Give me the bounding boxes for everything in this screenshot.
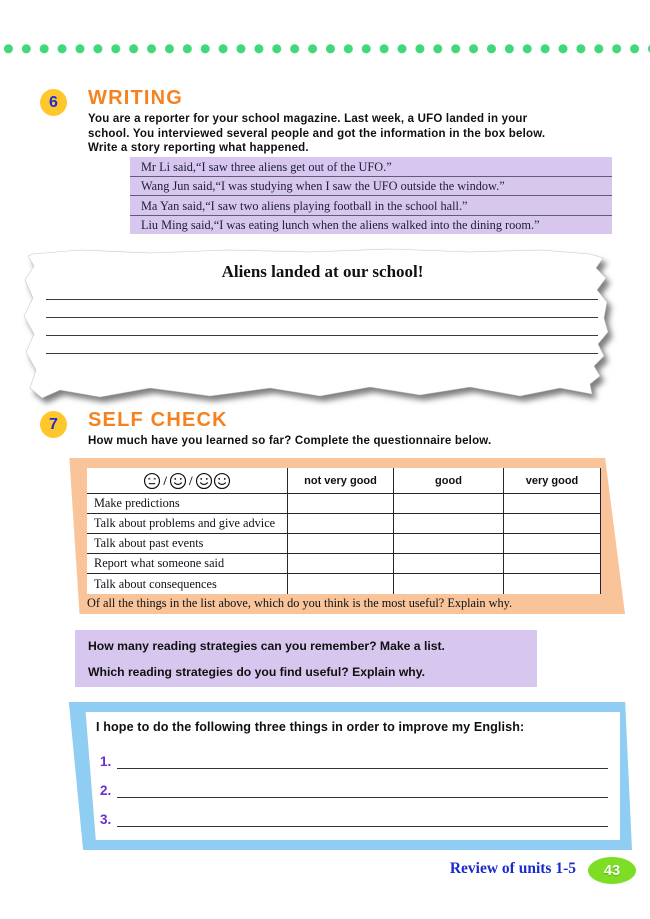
smiley-face-icon <box>213 472 231 490</box>
rating-column-header: very good <box>503 468 601 494</box>
skill-label: Make predictions <box>87 494 287 514</box>
dotted-divider <box>0 44 650 54</box>
fill-in-blank[interactable] <box>117 752 608 769</box>
strategies-question-2: Which reading strategies do you find useful? Explain why. <box>88 665 426 679</box>
improve-item-3 <box>100 810 608 827</box>
section6-number: 6 <box>49 93 58 111</box>
section7-number: 7 <box>49 415 58 433</box>
rating-cell[interactable] <box>503 554 601 574</box>
skill-label: Report what someone said <box>87 554 287 574</box>
writing-blank-line[interactable] <box>46 335 598 336</box>
writing-blank-line[interactable] <box>46 353 598 354</box>
rating-cell[interactable] <box>287 534 393 554</box>
smiley-header-cell <box>87 468 287 494</box>
rating-cell[interactable] <box>393 534 503 554</box>
smiley-face-icon <box>195 472 213 490</box>
page-number-badge <box>588 857 636 884</box>
questionnaire-caption: Of all the things in the list above, which do you think is the most useful? Explain why. <box>87 596 513 610</box>
fill-in-blank[interactable] <box>117 810 608 827</box>
quote-line: Liu Ming said,“I was eating lunch when the aliens walked into the dining room.” <box>141 218 540 232</box>
rating-cell[interactable] <box>287 554 393 574</box>
rating-cell[interactable] <box>503 574 601 594</box>
rating-cell[interactable] <box>503 514 601 534</box>
writing-instructions <box>88 112 628 156</box>
smiley-separator: / <box>163 472 167 488</box>
skill-label: Talk about problems and give advice <box>87 514 287 534</box>
strategies-question-1: How many reading strategies can you remember? Make a list. <box>88 639 445 653</box>
neutral-face-icon <box>143 472 161 490</box>
rating-cell[interactable] <box>287 494 393 514</box>
paper-title: Aliens landed at our school! <box>221 262 424 281</box>
quote-line: Ma Yan said,“I saw two aliens playing football in the school hall.” <box>130 196 612 216</box>
smiley-separator: / <box>189 472 193 488</box>
writing-instructions-line1: You are a reporter for your school magazine. Last week, a UFO landed in your <box>88 113 528 125</box>
writing-title: WRITING <box>88 87 184 109</box>
rating-column-header: good <box>393 468 503 494</box>
footer-review-label: Review of units 1-5 <box>449 860 576 877</box>
quote-line: Mr Li said,“I saw three aliens get out of the UFO.” <box>130 157 612 177</box>
rating-cell[interactable] <box>503 534 601 554</box>
section7-badge <box>40 411 67 438</box>
rating-column-header: not very good <box>287 468 393 494</box>
smiley-face-icon <box>169 472 187 490</box>
quote-line: Wang Jun said,“I was studying when I saw the UFO outside the window.” <box>130 177 612 197</box>
writing-instructions-line2: school. You interviewed several people and got the information in the box below. <box>88 127 546 140</box>
self-check-subtitle: How much have you learned so far? Complete the questionnaire below. <box>88 435 492 447</box>
improve-english-title: I hope to do the following three things in order to improve my English: <box>96 720 525 734</box>
writing-blank-line[interactable] <box>46 299 598 300</box>
item-number: 3. <box>100 812 112 827</box>
rating-cell[interactable] <box>287 514 393 534</box>
self-check-title: SELF CHECK <box>88 409 228 431</box>
improve-item-2 <box>100 781 608 798</box>
section6-badge <box>40 89 67 116</box>
writing-blank-line[interactable] <box>46 317 598 318</box>
rating-cell[interactable] <box>287 574 393 594</box>
item-number: 2. <box>100 783 112 798</box>
skill-label: Talk about consequences <box>94 576 217 591</box>
item-number: 1. <box>100 754 112 769</box>
reading-strategies-box <box>75 630 537 687</box>
page-number: 43 <box>603 862 621 879</box>
questionnaire-table <box>87 468 601 594</box>
fill-in-blank[interactable] <box>117 781 608 798</box>
rating-cell[interactable] <box>503 494 601 514</box>
writing-instructions-line3: Write a story reporting what happened. <box>88 142 309 155</box>
rating-cell[interactable] <box>393 554 503 574</box>
skill-label: Talk about past events <box>87 534 287 554</box>
interview-quotes-box <box>130 157 612 234</box>
rating-cell[interactable] <box>393 514 503 534</box>
rating-cell[interactable] <box>393 574 503 594</box>
improve-item-1 <box>100 752 608 769</box>
rating-cell[interactable] <box>393 494 503 514</box>
